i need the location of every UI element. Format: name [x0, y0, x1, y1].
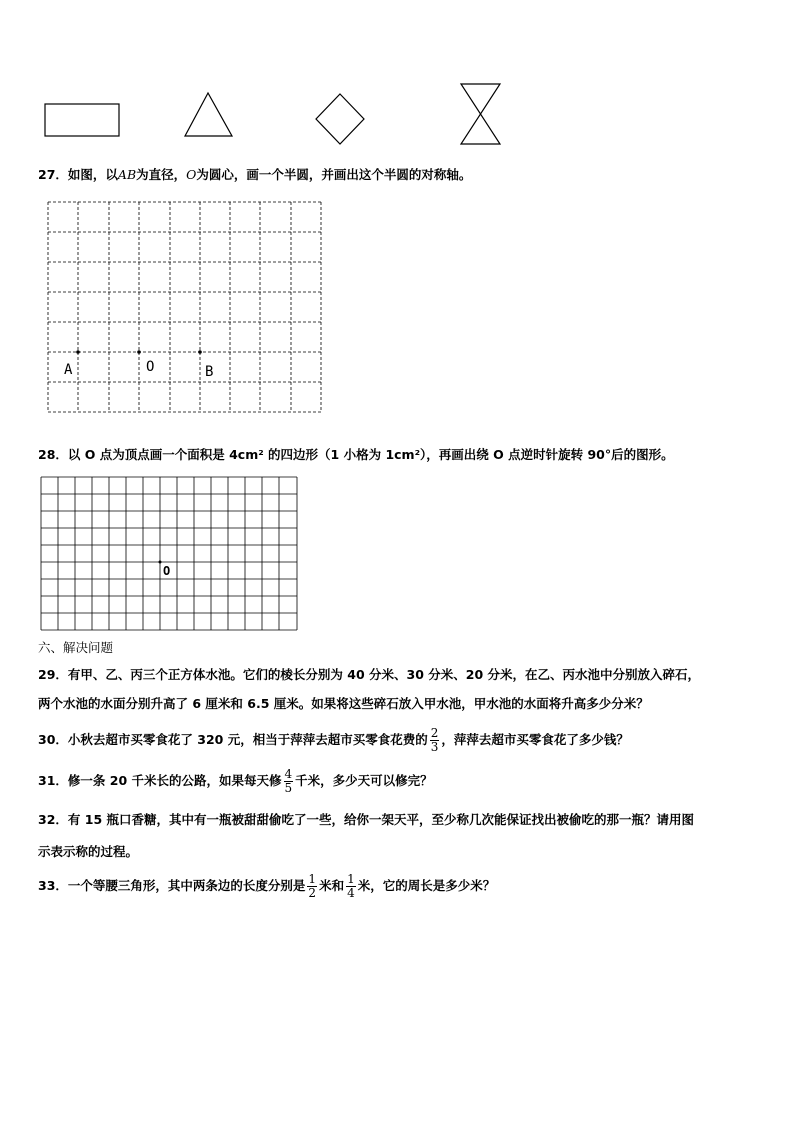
question-text: 如图，以	[67, 167, 118, 182]
question-32	[38, 812, 694, 828]
square-grid-28	[38, 474, 302, 634]
question-text: 示表示称的过程。	[38, 844, 139, 859]
fraction-numerator: 2	[430, 726, 439, 740]
question-text: 有 15 瓶口香糖，其中有一瓶被甜甜偷吃了一些，给你一架天平，至少称几次能保证找出被偷吃的那一瓶？请用图	[67, 812, 695, 827]
fraction	[307, 873, 317, 900]
fraction-denominator: 3	[430, 740, 439, 754]
question-number: 32．	[38, 812, 68, 827]
question-text: ，萍萍去超市买零食花了多少钱？	[441, 732, 629, 747]
question-28	[38, 447, 674, 463]
point-o-label: O	[163, 564, 171, 578]
rectangle-shape	[45, 104, 119, 136]
question-27	[38, 167, 471, 183]
question-text: 以 O 点为顶点画一个面积是 4cm² 的四边形（1 小格为 1cm²），再画出绕 O 点逆时针旋转 90°后的图形。	[67, 447, 674, 462]
triangle-shape	[185, 93, 232, 136]
rhombus-shape	[316, 94, 364, 144]
fraction-numerator: 1	[347, 872, 355, 886]
question-number: 30．	[38, 732, 68, 747]
center-o-label: O	[186, 167, 197, 182]
question-text: 米和	[319, 878, 345, 893]
section-heading: 六、解决问题	[38, 640, 114, 655]
fraction-denominator: 2	[308, 886, 317, 900]
question-text: 小秋去超市买零食花了 320 元，相当于萍萍去超市买零食花费的	[67, 732, 428, 747]
point-a-label: A	[64, 362, 73, 378]
question-number: 33．	[38, 878, 68, 893]
point-o-label: O	[146, 359, 155, 375]
shapes-row	[0, 78, 794, 150]
fraction	[346, 873, 356, 900]
point-b-dot	[198, 350, 202, 354]
point-o-dot	[159, 561, 162, 564]
fraction	[430, 727, 440, 754]
fraction-denominator: 4	[347, 886, 355, 900]
question-33	[38, 869, 495, 903]
point-b-label: B	[205, 364, 214, 380]
question-number: 29．	[38, 667, 68, 682]
question-text: 为直径，	[136, 167, 187, 182]
question-30	[38, 723, 629, 757]
question-29-line2	[38, 696, 649, 712]
question-text: 一个等腰三角形，其中两条边的长度分别是	[67, 878, 306, 893]
question-number: 27．	[38, 167, 68, 182]
question-text: 两个水池的水面分别升高了 6 厘米和 6.5 厘米。如果将这些碎石放入甲水池，甲水池的水面将升高多少分米？	[38, 696, 649, 711]
question-number: 31．	[38, 773, 68, 788]
hourglass-shape	[461, 84, 500, 144]
fraction-denominator: 5	[284, 781, 293, 795]
dashed-grid-27	[40, 196, 330, 421]
fraction	[284, 768, 294, 795]
question-29	[38, 667, 700, 683]
question-text: 有甲、乙、丙三个正方体水池。它们的棱长分别为 40 分米、30 分米、20 分米，在乙、丙水池中分别放入碎石，	[67, 667, 701, 682]
question-32-line2	[38, 844, 138, 860]
fraction-numerator: 1	[308, 872, 317, 886]
question-31	[38, 764, 433, 798]
point-a-dot	[76, 350, 80, 354]
question-text: 米，它的周长是多少米？	[357, 878, 496, 893]
question-text: 千米，多少天可以修完？	[295, 773, 433, 788]
question-text: 修一条 20 千米长的公路，如果每天修	[67, 773, 282, 788]
point-o-dot	[137, 350, 141, 354]
segment-ab-label: AB	[117, 167, 137, 182]
question-number: 28．	[38, 447, 68, 462]
question-text: 为圆心，画一个半圆，并画出这个半圆的对称轴。	[196, 167, 472, 182]
fraction-numerator: 4	[284, 767, 293, 781]
